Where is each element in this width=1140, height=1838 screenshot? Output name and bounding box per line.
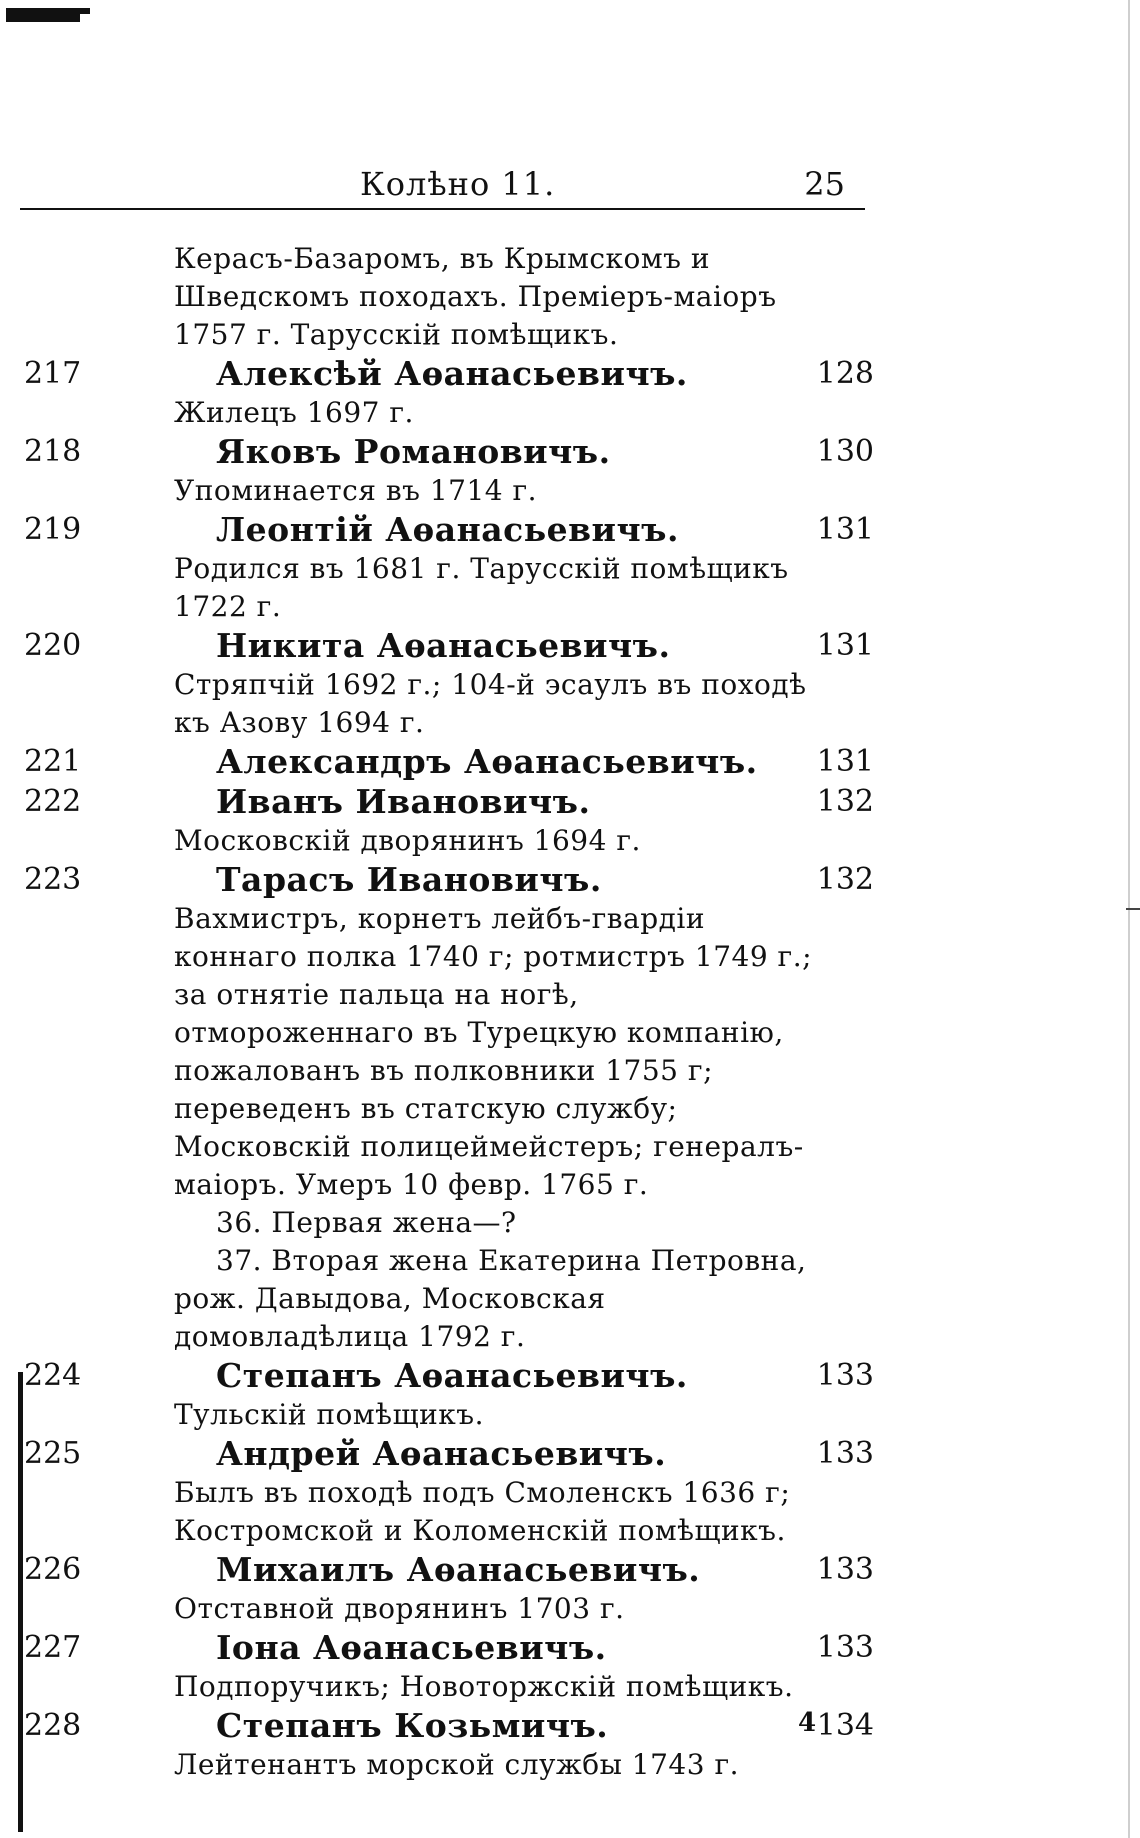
entry-description: Стряпчiй 1692 г.; 104-й эсаулъ въ походѣ къ Азову 1694 г. [174,668,807,739]
entry-heading [24,1706,874,1746]
page-header [20,165,865,210]
entry-name: Леонтiй Аѳанасьевичъ. [216,510,679,549]
entry-description: Московскiй дворянинъ 1694 г. [174,824,641,857]
entry-heading [24,354,874,394]
entry-name: Иванъ Ивановичъ. [216,782,591,821]
entry-description: Отставной дворянинъ 1703 г. [174,1592,625,1625]
entry-reference: 133 [816,1630,874,1665]
entry-name: Михаилъ Аѳанасьевичъ. [216,1550,701,1589]
entry-number: 219 [24,512,82,547]
entry-reference: 132 [816,784,874,819]
entry-description: Вахмистръ, корнетъ лейбъ-гвардiи коннаго полка 1740 г; ротмистръ 1749 г.; за отнятiе пальца на ногѣ, отмороженнаго въ Турецкую компанiю, пожалованъ въ полковники 1755 г; переведенъ въ статскую службу; Московскiй полицеймейстеръ; генералъ-маiоръ. Умеръ 10 февр. 1765 г. [174,902,813,1201]
entry-number: 228 [24,1708,82,1743]
entry-name: Алексѣй Аѳанасьевичъ. [216,354,688,393]
entry-number: 225 [24,1436,82,1471]
entry-number: 224 [24,1358,82,1393]
page-number: 25 [804,165,845,203]
entry-number: 223 [24,862,82,897]
entry-heading [24,1434,874,1474]
entry-description: Жилецъ 1697 г. [174,396,414,429]
entry-number: 221 [24,744,82,779]
entry-reference: 131 [816,512,874,547]
entry-name: Степанъ Козьмичъ. [216,1706,609,1745]
intro-paragraph: Керасъ-Базаромъ, въ Крымскомъ и Шведскомъ походахъ. Премiеръ-маiоръ 1757 г. Тарусскiй помѣщикъ. [174,242,777,351]
entry-name: Яковъ Романовичъ. [216,432,611,471]
entry-heading [24,1628,874,1668]
page-title: Колѣно 11. [360,165,556,203]
page-content [24,240,874,1784]
scan-right-edge [1128,0,1130,1838]
entry-description: Лейтенантъ морской службы 1743 г. [174,1748,740,1781]
entry-name: Андрей Аѳанасьевичъ. [216,1434,667,1473]
entry-reference: 134 [816,1708,874,1743]
entry-heading [24,1550,874,1590]
entry-description: 37. Вторая жена Екатерина Петровна, рож. Давыдова, Московская домовладѣлица 1792 г. [174,1244,807,1353]
entry-name: Степанъ Аѳанасьевичъ. [216,1356,688,1395]
entry-description: 36. Первая жена—? [216,1206,517,1239]
scan-corner-mark [6,8,80,22]
entry-heading [24,432,874,472]
entry-name: Iона Аѳанасьевичъ. [216,1628,607,1667]
entry-description: Родился въ 1681 г. Тарусскiй помѣщикъ 1722 г. [174,552,789,623]
entry-reference: 131 [816,628,874,663]
entry-name: Тарасъ Ивановичъ. [216,860,602,899]
entry-number: 220 [24,628,82,663]
entry-reference: 132 [816,862,874,897]
scan-stray-mark [1126,908,1140,910]
signature-mark: 4 [798,1708,817,1738]
entry-number: 226 [24,1552,82,1587]
entry-reference: 133 [816,1552,874,1587]
entry-name: Александръ Аѳанасьевичъ. [216,742,758,781]
entry-reference: 133 [816,1358,874,1393]
entry-heading [24,860,874,900]
header-rule [20,208,865,210]
entry-heading [24,1356,874,1396]
entry-reference: 131 [816,744,874,779]
entry-description: Тульскiй помѣщикъ. [174,1398,484,1431]
entry-description: Подпоручикъ; Новоторжскiй помѣщикъ. [174,1670,794,1703]
entry-number: 222 [24,784,82,819]
entry-name: Никита Аѳанасьевичъ. [216,626,671,665]
entry-heading [24,626,874,666]
entry-list [24,354,874,1784]
entry-heading [24,742,874,782]
entry-number: 218 [24,434,82,469]
entry-reference: 130 [816,434,874,469]
entry-reference: 133 [816,1436,874,1471]
entry-heading [24,782,874,822]
entry-description: Упоминается въ 1714 г. [174,474,538,507]
entry-description: Былъ въ походѣ подъ Смоленскъ 1636 г; Костромской и Коломенскiй помѣщикъ. [174,1476,791,1547]
entry-number: 217 [24,356,82,391]
entry-reference: 128 [816,356,874,391]
entry-number: 227 [24,1630,82,1665]
entry-heading [24,510,874,550]
scan-left-rule [18,1372,23,1832]
